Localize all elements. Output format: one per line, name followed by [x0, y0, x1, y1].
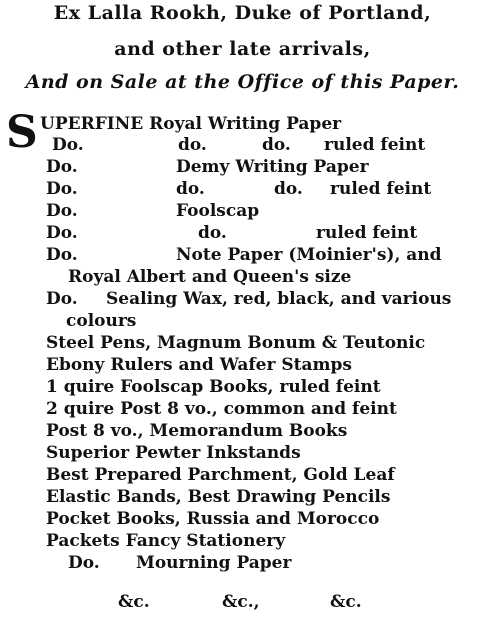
list-item-col1: Do.: [46, 245, 78, 265]
list-item-col2: Note Paper (Moinier's), and: [176, 245, 442, 265]
heading-line-2: and other late arrivals,: [114, 38, 371, 60]
list-item: Superior Pewter Inkstands: [46, 443, 301, 463]
list-item-col2: do.: [178, 135, 207, 155]
list-item: Ebony Rulers and Wafer Stamps: [46, 355, 352, 375]
list-item-col1: Do.: [46, 157, 78, 177]
list-item: Best Prepared Parchment, Gold Leaf: [46, 465, 395, 485]
drop-cap: S: [6, 107, 38, 158]
list-item: 2 quire Post 8 vo., common and feint: [46, 399, 397, 419]
list-item: Packets Fancy Stationery: [46, 531, 286, 551]
list-item-col1: Do.: [46, 289, 78, 309]
list-item-col4: ruled feint: [330, 179, 432, 199]
list-item-col2: Sealing Wax, red, black, and various: [106, 289, 452, 309]
list-item-col2: do.: [198, 223, 227, 243]
list-item-col1: Do.: [46, 223, 78, 243]
list-item: Elastic Bands, Best Drawing Pencils: [46, 487, 391, 507]
list-item-col1: Do.: [68, 553, 100, 573]
list-item-col1: Do.: [52, 135, 84, 155]
list-item: Royal Albert and Queen's size: [68, 267, 352, 287]
list-item-col2: Foolscap: [176, 201, 260, 221]
list-item: Pocket Books, Russia and Morocco: [46, 509, 380, 529]
list-item-col4: ruled feint: [324, 135, 426, 155]
list-item-col3: do.: [274, 179, 303, 199]
list-item-col1: Do.: [46, 179, 78, 199]
heading-line-3: And on Sale at the Office of this Paper.: [25, 71, 460, 93]
list-item-col2: Mourning Paper: [136, 553, 292, 573]
etc-mark: &c.,: [222, 592, 260, 612]
list-item: Steel Pens, Magnum Bonum & Teutonic: [46, 333, 426, 353]
list-item-first: UPERFINE Royal Writing Paper: [40, 114, 342, 134]
list-item-col4: ruled feint: [316, 223, 418, 243]
list-item-col2: do.: [176, 179, 205, 199]
heading-line-1: Ex Lalla Rookh, Duke of Portland,: [53, 2, 432, 24]
list-item-col2: Demy Writing Paper: [176, 157, 369, 177]
list-item: 1 quire Foolscap Books, ruled feint: [46, 377, 381, 397]
list-item-col3: do.: [262, 135, 291, 155]
etc-mark: &c.: [118, 592, 150, 612]
list-item: colours: [66, 311, 137, 331]
etc-mark: &c.: [330, 592, 362, 612]
list-item-col1: Do.: [46, 201, 78, 221]
list-item: Post 8 vo., Memorandum Books: [46, 421, 348, 441]
